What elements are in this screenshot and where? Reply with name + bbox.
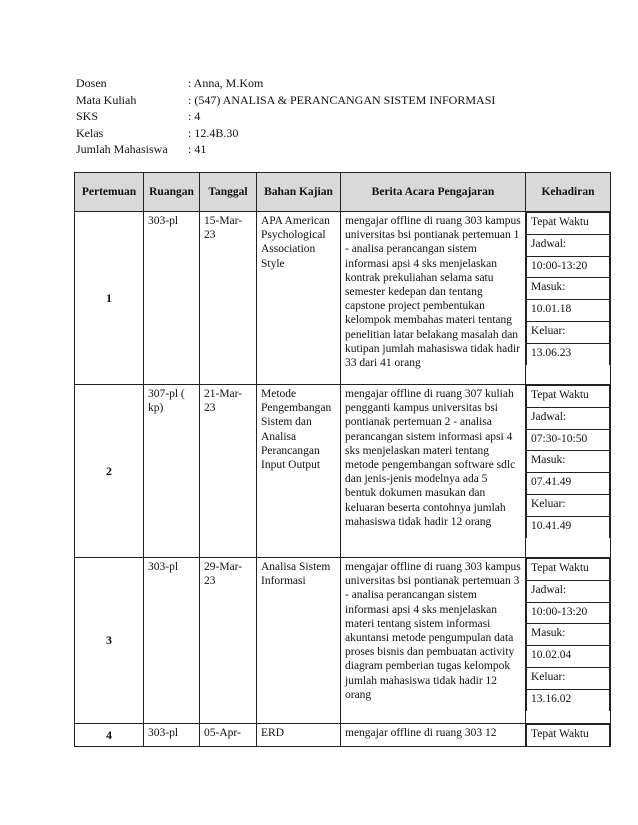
info-value: : 41 xyxy=(188,142,207,156)
cell-kehadiran xyxy=(526,558,611,724)
cell-bahan-kajian: ERD xyxy=(257,724,341,747)
kehadiran-label: Jadwal: xyxy=(527,234,610,256)
cell-ruangan: 307-pl ( kp) xyxy=(144,385,200,558)
kehadiran-label: Masuk: xyxy=(527,624,610,646)
kehadiran-label: Keluar: xyxy=(527,494,610,516)
info-row-dosen xyxy=(76,75,495,92)
kehadiran-status: Tepat Waktu xyxy=(527,559,610,581)
info-value: : 12.4B.30 xyxy=(188,125,239,140)
cell-tanggal: 21-Mar-23 xyxy=(200,385,257,558)
info-row-kelas xyxy=(76,125,495,142)
cell-berita-acara: mengajar offline di ruang 307 kuliah pengganti kampus universitas bsi pontianak pertemuan 2 - analisa perancangan sistem informasi apsi 4 sks menjelaskan materi tentang metode pengembangan software sdlc dan jenis-jenis modelnya ada 5 bentuk dokumen masukan dan keluaran beserta contohnya jumlah mahasiswa tidak hadir 12 orang xyxy=(341,385,526,558)
cell-bahan-kajian: Metode Pengembangan Sistem dan Analisa Perancangan Input Output xyxy=(257,385,341,558)
cell-pertemuan: 3 xyxy=(75,558,144,724)
kehadiran-value: 10.41.49 xyxy=(527,516,610,537)
kehadiran-value: 13.06.23 xyxy=(527,343,610,364)
col-header-tanggal: Tanggal xyxy=(200,173,257,212)
kehadiran-list xyxy=(526,385,610,538)
col-header-pertemuan: Pertemuan xyxy=(75,173,144,212)
kehadiran-list xyxy=(526,724,610,746)
cell-kehadiran xyxy=(526,724,611,747)
kehadiran-status: Tepat Waktu xyxy=(527,386,610,408)
cell-kehadiran xyxy=(526,385,611,558)
cell-ruangan: 303-pl xyxy=(144,212,200,385)
kehadiran-value: 10.02.04 xyxy=(527,646,610,668)
cell-pertemuan: 4 xyxy=(75,724,144,747)
col-header-kehadiran: Kehadiran xyxy=(526,173,611,212)
cell-berita-acara: mengajar offline di ruang 303 kampus universitas bsi pontianak pertemuan 3 - analisa perancangan sistem informasi apsi 4 sks menjelaskan materi tentang sistem informasi akuntansi metode pengumpulan data proses bisnis dan pembuatan activity diagram pemberian tugas kelompok jumlah mahasiswa tidak hadir 12 orang xyxy=(341,558,526,724)
kehadiran-value: 10:00-13:20 xyxy=(527,602,610,624)
cell-berita-acara: mengajar offline di ruang 303 12 xyxy=(341,724,526,747)
col-header-berita-acara: Berita Acara Pengajaran xyxy=(341,173,526,212)
info-value: : 4 xyxy=(188,109,201,123)
table-row xyxy=(75,724,611,747)
course-info xyxy=(76,75,495,158)
kehadiran-value: 07:30-10:50 xyxy=(527,429,610,451)
cell-pertemuan: 2 xyxy=(75,385,144,558)
info-label: Jumlah Mahasiswa xyxy=(76,142,168,156)
kehadiran-list xyxy=(526,212,610,365)
info-label: SKS xyxy=(76,109,99,123)
table-row xyxy=(75,212,611,385)
attendance-table xyxy=(74,172,611,747)
cell-bahan-kajian: APA American Psychological Association Style xyxy=(257,212,341,385)
kehadiran-value: 10:00-13:20 xyxy=(527,256,610,278)
table-header-row xyxy=(75,173,611,212)
col-header-ruangan: Ruangan xyxy=(144,173,200,212)
kehadiran-value: 10.01.18 xyxy=(527,300,610,322)
cell-ruangan: 303-pl xyxy=(144,724,200,747)
info-row-jumlah-mahasiswa xyxy=(76,141,495,158)
info-row-sks xyxy=(76,108,495,125)
cell-ruangan: 303-pl xyxy=(144,558,200,724)
info-value: : Anna, M.Kom xyxy=(188,76,264,90)
kehadiran-label: Jadwal: xyxy=(527,580,610,602)
kehadiran-label: Keluar: xyxy=(527,321,610,343)
info-value: : (547) ANALISA & PERANCANGAN SISTEM INFORMASI xyxy=(188,92,496,107)
info-label: Mata Kuliah xyxy=(76,92,137,107)
kehadiran-status: Tepat Waktu xyxy=(527,725,610,746)
cell-berita-acara: mengajar offline di ruang 303 kampus universitas bsi pontianak pertemuan 1 - analisa perancangan sistem informasi apsi 4 sks menjelaskan kontrak prekuliahan selama satu semester kedepan dan tentang capstone project pembentukan kelompok membahas materi tentang penelitian latar belakang masalah dan kutipan jumlah mahasiswa tidak hadir 33 dari 41 orang xyxy=(341,212,526,385)
table-row xyxy=(75,558,611,724)
kehadiran-value: 07.41.49 xyxy=(527,473,610,495)
kehadiran-label: Masuk: xyxy=(527,278,610,300)
kehadiran-label: Keluar: xyxy=(527,667,610,689)
cell-tanggal: 05-Apr- xyxy=(200,724,257,747)
table-row xyxy=(75,385,611,558)
info-row-mata-kuliah xyxy=(76,92,495,109)
kehadiran-list xyxy=(526,558,610,711)
kehadiran-status: Tepat Waktu xyxy=(527,213,610,235)
col-header-bahan-kajian: Bahan Kajian xyxy=(257,173,341,212)
info-label: Dosen xyxy=(76,76,107,90)
kehadiran-label: Masuk: xyxy=(527,451,610,473)
cell-bahan-kajian: Analisa Sistem Informasi xyxy=(257,558,341,724)
cell-kehadiran xyxy=(526,212,611,385)
kehadiran-value: 13.16.02 xyxy=(527,689,610,710)
cell-tanggal: 15-Mar-23 xyxy=(200,212,257,385)
cell-tanggal: 29-Mar-23 xyxy=(200,558,257,724)
kehadiran-label: Jadwal: xyxy=(527,407,610,429)
cell-pertemuan: 1 xyxy=(75,212,144,385)
info-label: Kelas xyxy=(76,125,104,140)
